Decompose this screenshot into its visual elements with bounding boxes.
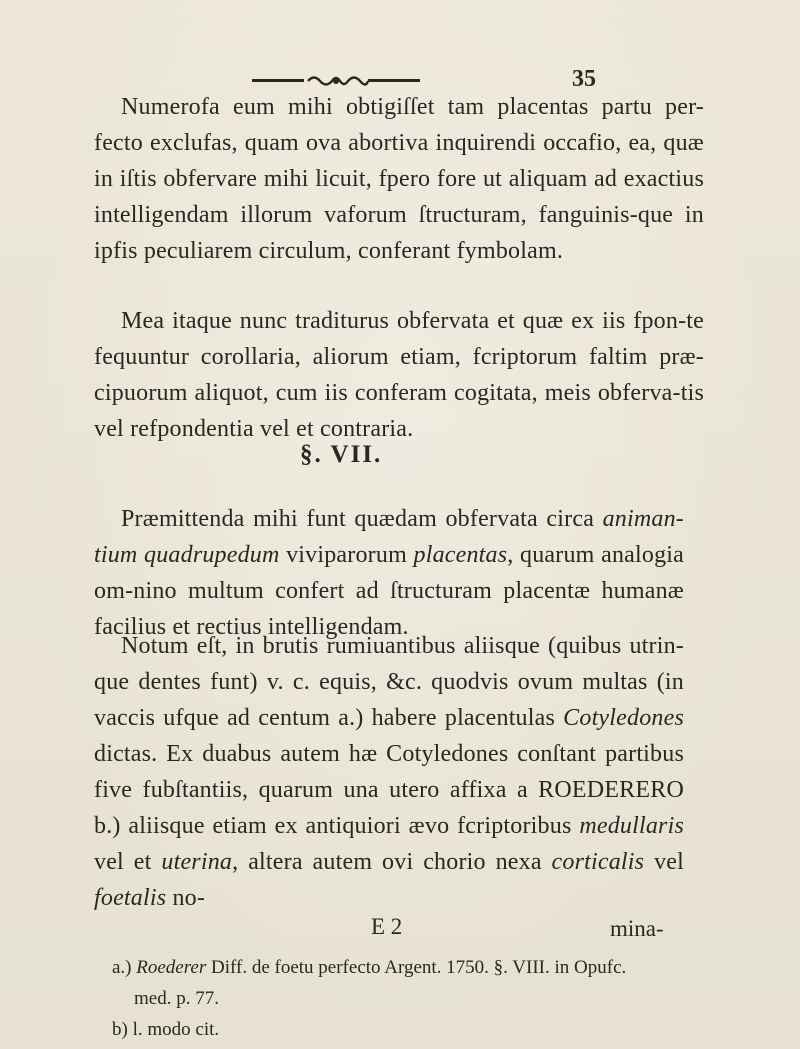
paragraph-4-italic-1: Cotyledones — [563, 705, 684, 731]
paragraph-4 — [94, 628, 684, 916]
paragraph-3-text-2: viviparorum — [279, 542, 414, 568]
paragraph-4-text-3: vel et — [94, 849, 162, 875]
paragraph-4-italic-3: uterina — [161, 849, 233, 875]
ornament-headband — [252, 74, 420, 88]
footnotes — [112, 952, 672, 1045]
paragraph-4-text-1: Notum eſt, in brutis rumiuantibus aliisque (quibus utrin-que dentes funt) v. c. equis, &c. quodvis ovum multas (in vaccis ufque ad centum a.) habere placentulas — [94, 633, 684, 731]
paragraph-3-italic-2: placentas — [413, 542, 508, 568]
footnote-a-author: Roederer — [136, 957, 207, 978]
footnote-a-mark: a.) — [112, 957, 137, 978]
paragraph-4-text-6: no- — [166, 885, 206, 911]
section-heading: §. VII. — [300, 441, 383, 468]
footnote-b: b) l. modo cit. — [112, 1019, 220, 1040]
paragraph-4-text-2: dictas. Ex duabus autem hæ Cotyledones conſtant partibus five fubſtantiis, quarum una utero affixa a ROEDERERO b.) aliisque etiam ex antiquiori ævo fcriptoribus — [94, 741, 684, 839]
footnote-a-continuation: med. p. 77. — [134, 988, 219, 1009]
paragraph-4-italic-5: foetalis — [94, 885, 167, 911]
paragraph-2: Mea itaque nunc traditurus obfervata et quæ ex iis fpon-te fequuntur corollaria, aliorum etiam, fcriptorum faltim præ-cipuorum aliquot, cum iis conferam cogitata, meis obferva-tis vel refpondentia vel et contraria. — [94, 308, 704, 442]
paragraph-1: Numerofa eum mihi obtigiſſet tam placentas partu per-fecto exclufas, quam ova abortiva inquirendi occafio, ea, quæ in iſtis obfervare mihi licuit, fpero fore ut aliquam ad exactius intelligendam illorum vaforum ſtructuram, fanguinis-que in ipfis peculiarem circulum, conferant fymbolam. — [94, 94, 704, 264]
catchword: mina- — [610, 916, 664, 941]
paragraph-3-text-3: , quarum analogia om-nino multum confert ad ſtructuram placentæ humanæ facilius et rectius intelligendam. — [94, 542, 684, 640]
footnote-a — [112, 952, 672, 983]
paragraph-4-italic-2: medullaris — [579, 813, 684, 839]
paragraph-3-italic-1: animan-tium quadrupedum — [94, 506, 684, 568]
paragraph-4-italic-4: corticalis — [551, 849, 645, 875]
signature-mark: E 2 — [371, 914, 403, 939]
paragraph-4-text-4: , altera autem ovi chorio nexa — [232, 849, 552, 875]
paragraph-3-text-1: Præmittenda mihi funt quædam obfervata circa — [121, 506, 603, 532]
paragraph-3 — [94, 501, 684, 645]
page-number: 35 — [572, 66, 596, 92]
footnote-a-text: Diff. de foetu perfecto Argent. 1750. §. VIII. in Opufc. — [206, 957, 627, 978]
paragraph-4-text-5: vel — [644, 849, 684, 875]
